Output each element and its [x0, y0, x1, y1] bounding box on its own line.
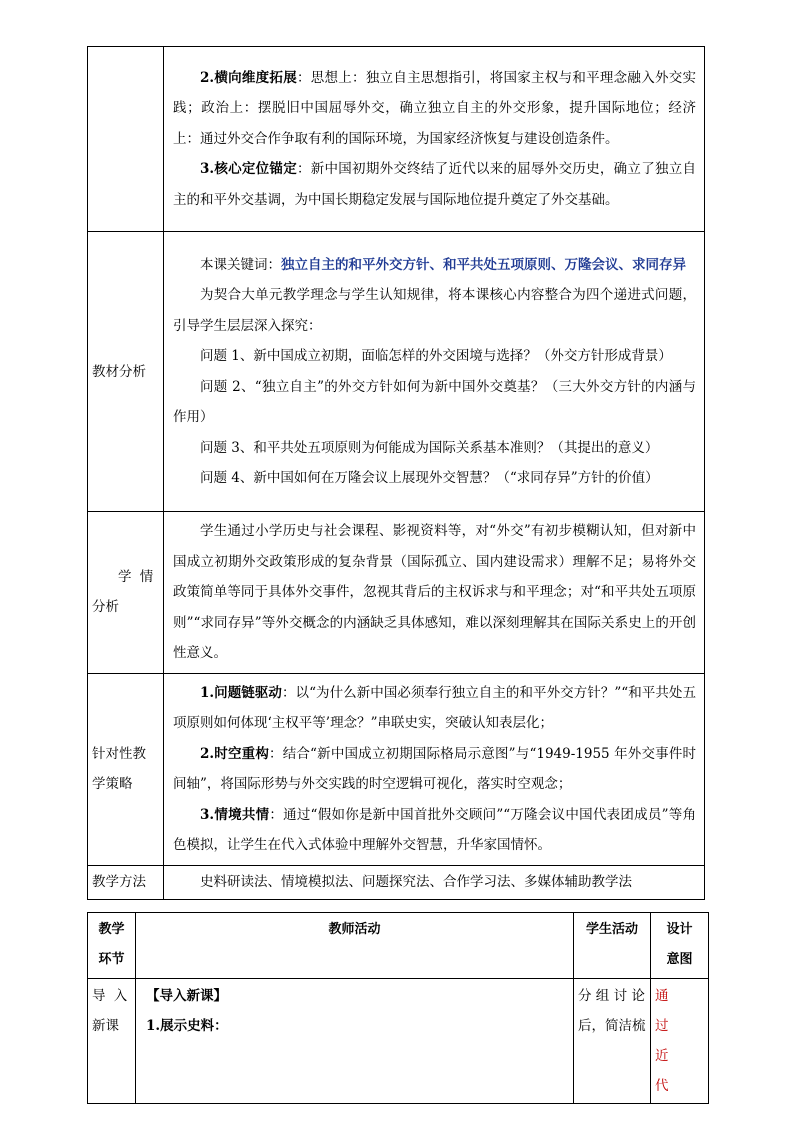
keywords-prefix: 本课关键词： [200, 256, 281, 273]
student-line: 后，简洁梳 [578, 1018, 646, 1034]
row-label [88, 512, 164, 674]
header-design-intent [651, 913, 709, 979]
content-cell [164, 512, 705, 674]
header-line: 意图 [666, 952, 693, 967]
label-line: 学策略 [92, 776, 133, 792]
teaching-process-table [87, 912, 709, 1104]
student-analysis-text: 学生通过小学历史与社会课程、影视资料等，对“外交”有初步模糊认知，但对新中国成立初期外交政策形成的复杂背景（国际孤立、国内建设需求）理解不足；易将外交政策简单等同于具体外交事件，忽视其背后的主权诉求与和平理念；对“和平共处五项原则”“求同存异”等外交概念的内涵缺乏具体感知，难以深刻理解其在国际关系史上的开创性意义。 [173, 523, 696, 661]
keywords-text: 独立自主的和平外交方针、和平共处五项原则、万隆会议、求同存异 [281, 256, 686, 273]
label-line: 分析 [92, 599, 119, 616]
teaching-methods-text: 史料研读法、情境模拟法、问题探究法、合作学习法、多媒体辅助教学法 [200, 873, 632, 890]
keywords-line [173, 250, 696, 281]
question-item: 问题 3、和平共处五项原则为何能成为国际关系基本准则？（其提出的意义） [200, 439, 659, 456]
table-row [88, 673, 705, 865]
strategy-item [173, 739, 696, 800]
stage-line: 导 入 [92, 988, 130, 1004]
teacher-activity-cell [136, 979, 574, 1104]
design-intent-cell [651, 979, 709, 1104]
bold-heading: 3.情境共情 [200, 806, 270, 823]
table-row [88, 47, 705, 232]
bold-heading: 2.时空重构 [200, 745, 270, 762]
paragraph-text: ：思想上：独立自主思想指引，将国家主权与和平理念融入外交实践；政治上：摆脱旧中国屈辱外交，确立独立自主的外交形象，提升国际地位；经济上：通过外交合作争取有利的国际环境，为国家经济恢复与建设创造条件。 [173, 69, 697, 147]
paragraph-text: ：新中国初期外交终结了近代以来的屈辱外交历史，确立了独立自主的和平外交基调，为中国长期稳定发展与国际地位提升奠定了外交基础。 [173, 161, 697, 208]
row-label [88, 673, 164, 865]
question-item: 问题 2、“独立自主”的外交方针如何为新中国外交奠基？（三大外交方针的内涵与作用） [173, 378, 696, 425]
student-line: 分 组 讨 论 [578, 988, 645, 1004]
header-line: 教学 [98, 922, 125, 937]
table-row [88, 865, 705, 899]
header-teacher-activity: 教师活动 [136, 913, 574, 979]
content-cell [164, 673, 705, 865]
strategy-text: ：结合“新中国成立初期国际格局示意图”与“1949-1955 年外交事件时间轴”，将国际形势与外交实践的时空逻辑可视化，落实时空观念； [173, 745, 697, 792]
strategy-text: ：通过“假如你是新中国首批外交顾问”“万隆会议中国代表团成员”等角色模拟，让学生在代入式体验中理解外交智慧，升华家国情怀。 [173, 806, 697, 853]
paragraph-horizontal-expansion [173, 63, 696, 155]
intro-paragraph: 为契合大单元教学理念与学生认知规律，将本课核心内容整合为四个递进式问题，引导学生层层深入探究： [173, 287, 696, 334]
row-label: 教材分析 [88, 232, 164, 512]
content-cell [164, 47, 705, 232]
header-stage [88, 913, 136, 979]
bold-heading: 3.核心定位锚定 [200, 161, 297, 178]
header-row [88, 913, 709, 979]
stage-cell [88, 979, 136, 1104]
stage-line: 新课 [92, 1018, 119, 1034]
label-cell-empty [88, 47, 164, 232]
activity-step: 1.展示史料： [146, 1018, 228, 1034]
label-line: 学 情 [118, 569, 156, 586]
bold-heading: 1.问题链驱动 [200, 684, 282, 701]
header-line: 环节 [98, 952, 125, 967]
strategy-item [173, 678, 696, 739]
table-row [88, 232, 705, 512]
student-activity-cell [574, 979, 651, 1104]
intent-line: 通 过 [655, 988, 675, 1034]
table-row [88, 979, 709, 1104]
question-item: 问题 4、新中国如何在万隆会议上展现外交智慧？（“求同存异”方针的价值） [200, 470, 659, 486]
bold-heading: 2.横向维度拓展 [200, 69, 297, 86]
paragraph-core-positioning [173, 154, 696, 215]
question-item: 问题 1、新中国成立初期，面临怎样的外交困境与选择？（外交方针形成背景） [200, 348, 672, 364]
header-line: 设计 [666, 922, 693, 937]
intent-line: 近 代 [655, 1048, 675, 1094]
strategy-text: ：以“为什么新中国必须奉行独立自主的和平外交方针？”“和平共处五项原则如何体现‘主权平等’理念？”串联史实，突破认知表层化； [173, 684, 696, 731]
content-cell [164, 865, 705, 899]
strategy-item [173, 800, 696, 861]
header-student-activity: 学生活动 [574, 913, 651, 979]
table-row [88, 512, 705, 674]
lesson-analysis-table [87, 46, 705, 900]
row-label: 教学方法 [88, 865, 164, 899]
section-title: 【导入新课】 [146, 988, 227, 1004]
label-line: 针对性教 [92, 746, 146, 762]
content-cell [164, 232, 705, 512]
